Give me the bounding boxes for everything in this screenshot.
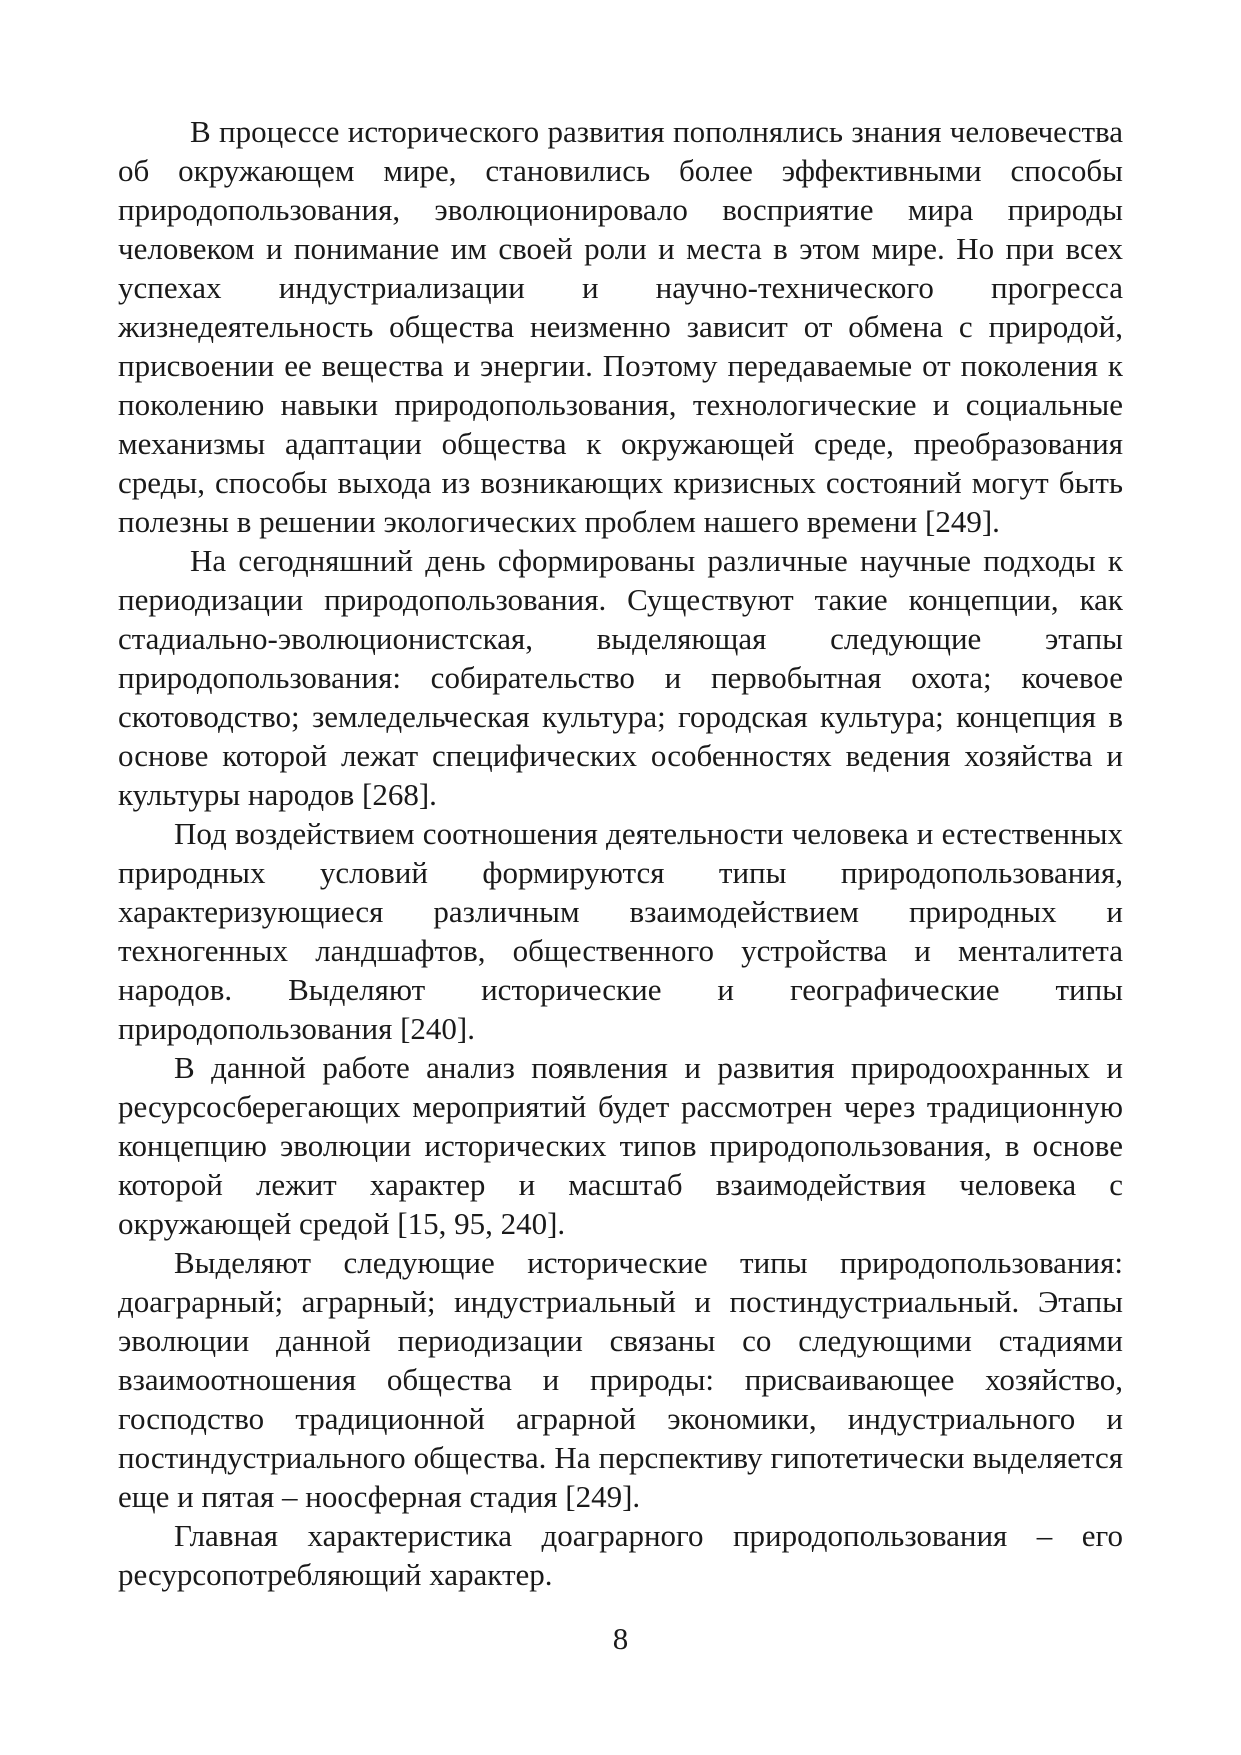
paragraph-6: Главная характеристика доаграрного природопользования – его ресурсопотребляющий характер.: [118, 1518, 1123, 1592]
page-body: [118, 112, 1123, 1594]
page-number: 8: [612, 1621, 629, 1656]
paragraph-2: На сегодняшний день сформированы различные научные подходы к периодизации природопользования. Существуют такие концепции, как стадиально-эволюционистская, выделяющая следующие этапы природопользования: собирательство и первобытная охота; кочевое скотоводство; земледельческая культура; городская культура; концепция в основе которой лежат специфических особенностях ведения хозяйства и культуры народов [268].: [118, 543, 1123, 812]
paragraph-3: Под воздействием соотношения деятельности человека и естественных природных условий формируются типы природопользования, характеризующиеся различным взаимодействием природных и техногенных ландшафтов, общественного устройства и менталитета народов. Выделяют исторические и географические типы природопользования [240].: [118, 816, 1123, 1046]
paragraph-4: В данной работе анализ появления и развития природоохранных и ресурсосберегающих мероприятий будет рассмотрен через традиционную концепцию эволюции исторических типов природопользования, в основе которой лежит характер и масштаб взаимодействия человека с окружающей средой [15, 95, 240].: [118, 1050, 1123, 1241]
paragraph-1: В процессе исторического развития пополнялись знания человечества об окружающем мире, становились более эффективными способы природопользования, эволюционировало восприятие мира природы человеком и понимание им своей роли и места в этом мире. Но при всех успехах индустриализации и научно-технического прогресса жизнедеятельность общества неизменно зависит от обмена с природой, присвоении ее вещества и энергии. Поэтому передаваемые от поколения к поколению навыки природопользования, технологические и социальные механизмы адаптации общества к окружающей среде, преобразования среды, способы выхода из возникающих кризисных состояний могут быть полезны в решении экологических проблем нашего времени [249].: [118, 114, 1123, 539]
paragraph-5: Выделяют следующие исторические типы природопользования: доаграрный; аграрный; индустриальный и постиндустриальный. Этапы эволюции данной периодизации связаны со следующими стадиями взаимоотношения общества и природы: присваивающее хозяйство, господство традиционной аграрной экономики, индустриального и постиндустриального общества. На перспективу гипотетически выделяется еще и пятая – ноосферная стадия [249].: [118, 1245, 1123, 1514]
